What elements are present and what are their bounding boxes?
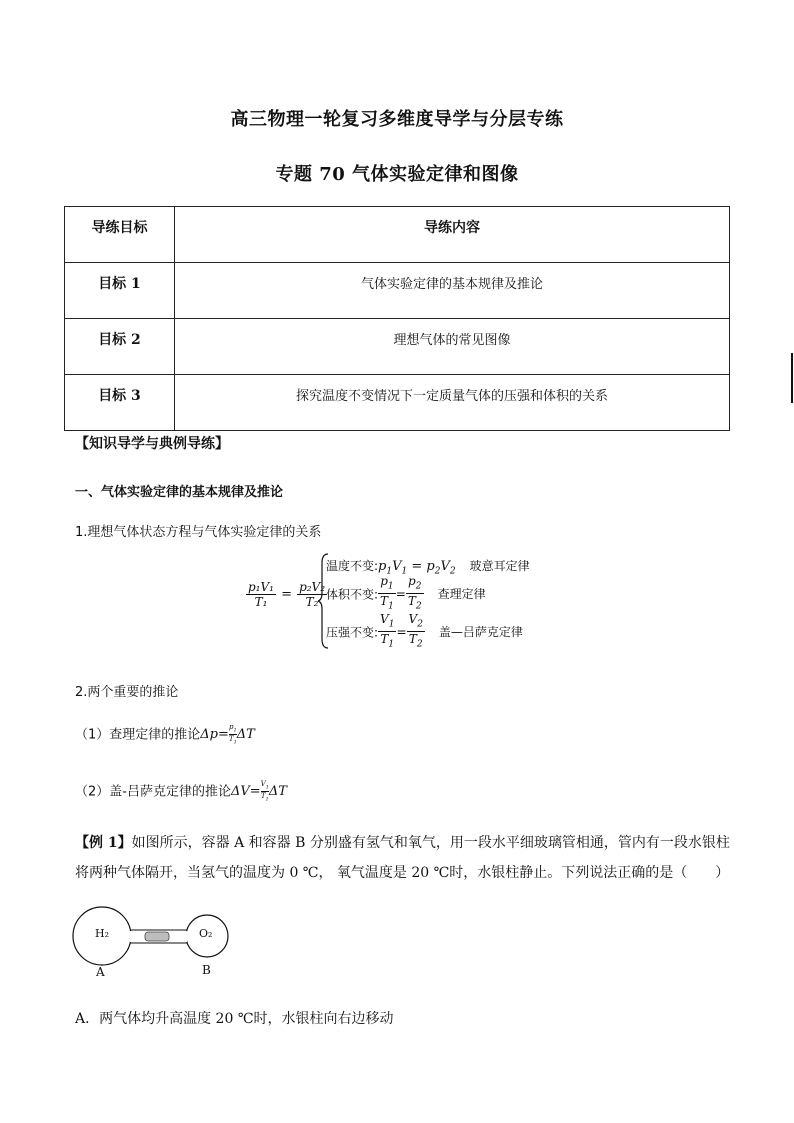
law-name: 查理定律 bbox=[437, 587, 486, 602]
goal-cell: 目标 3 bbox=[65, 375, 175, 431]
container-label-a: A bbox=[96, 965, 105, 979]
gay-lussac-inference-formula: ΔV= $\frac{V_1}{T_1}$ ΔT bbox=[230, 780, 287, 803]
gay-lussac-rhs: $\frac{V_2}{T_2}$ bbox=[408, 612, 423, 650]
table-row bbox=[65, 319, 730, 375]
example-text: 如图所示，容器 A 和容器 B 分别盛有氢气和氧气，用一段水平细玻璃管相通，管内有一段水银柱 bbox=[131, 835, 730, 851]
inference-1 bbox=[75, 723, 255, 747]
content-cell: 理想气体的常见图像 bbox=[175, 319, 730, 375]
equals-sign: = bbox=[281, 587, 292, 602]
charles-inference-formula: Δp= $\frac{p_1}{T_1}$ ΔT bbox=[200, 723, 255, 746]
case-row-volume: 体积不变: $\frac{p_1}{T_1}$ = $\frac{p_2}{T_2}$ 查理定律 bbox=[326, 574, 486, 612]
content-cell: 气体实验定律的基本规律及推论 bbox=[175, 263, 730, 319]
rhs-numerator: p₂V₂ bbox=[299, 580, 326, 594]
case-condition: 温度不变: bbox=[326, 559, 379, 573]
inference-label: （2）盖-吕萨克定律的推论 bbox=[75, 784, 231, 800]
example-label: 【例 1】 bbox=[75, 835, 132, 851]
header-cell-goal: 导练目标 bbox=[65, 207, 175, 263]
example-1-line-2: 将两种气体隔开，当氢气的温度为 0 ℃， 氧气温度是 20 ℃时，水银柱静止。下列说法正确的是（ ） bbox=[75, 865, 730, 881]
law-name: 玻意耳定律 bbox=[469, 559, 530, 573]
table-header-row bbox=[65, 207, 730, 263]
inference-2 bbox=[75, 780, 287, 804]
document-title: 高三物理一轮复习多维度导学与分层专练 bbox=[230, 109, 564, 130]
goals-table bbox=[64, 206, 730, 431]
boyle-equation: $p_1V_1 = p_2V_2$ bbox=[378, 559, 456, 577]
mercury-column bbox=[145, 932, 169, 941]
part1-title: 一、气体实验定律的基本规律及推论 bbox=[75, 485, 284, 500]
rhs-denominator: T₂ bbox=[305, 595, 319, 609]
header-cell-content: 导练内容 bbox=[175, 207, 730, 263]
gay-lussac-lhs: $\frac{V_1}{T_1}$ bbox=[380, 612, 395, 650]
case-condition: 压强不变: bbox=[326, 625, 379, 640]
topic-title: 专题 70 气体实验定律和图像 bbox=[275, 164, 519, 185]
lhs-denominator: T₁ bbox=[254, 595, 268, 609]
container-label-b: B bbox=[202, 963, 211, 977]
lhs-numerator: p₁V₁ bbox=[248, 580, 274, 594]
content-cell: 探究温度不变情况下一定质量气体的压强和体积的关系 bbox=[175, 375, 730, 431]
lhs-fraction bbox=[246, 580, 276, 609]
charles-rhs: $\frac{p_2}{T_2}$ bbox=[407, 574, 422, 612]
state-equation bbox=[246, 580, 327, 609]
gas-label-o2: O₂ bbox=[199, 927, 213, 940]
section-header: 【知识导学与典例导练】 bbox=[75, 436, 229, 452]
case-row-pressure: 压强不变: $\frac{V_1}{T_1}$ = $\frac{V_2}{T_2}$ 盖—吕萨克定律 bbox=[326, 612, 523, 650]
table-row bbox=[65, 263, 730, 319]
inference-label: （1）查理定律的推论 bbox=[75, 727, 201, 743]
example-1-line-1 bbox=[75, 832, 730, 852]
item2-text: 2.两个重要的推论 bbox=[75, 685, 179, 700]
gas-label-h2: H₂ bbox=[95, 927, 110, 940]
goal-cell: 目标 2 bbox=[65, 319, 175, 375]
law-name: 盖—吕萨克定律 bbox=[438, 625, 523, 640]
case-condition: 体积不变: bbox=[326, 587, 379, 602]
item1-text: 1.理想气体状态方程与气体实验定律的关系 bbox=[75, 525, 322, 540]
goal-cell: 目标 1 bbox=[65, 263, 175, 319]
charles-lhs: $\frac{p_1}{T_1}$ bbox=[380, 574, 394, 612]
page-edge-mark bbox=[791, 353, 793, 403]
option-a: A．两气体均升高温度 20 ℃时，水银柱向右边移动 bbox=[75, 1011, 394, 1027]
table-row bbox=[65, 375, 730, 431]
